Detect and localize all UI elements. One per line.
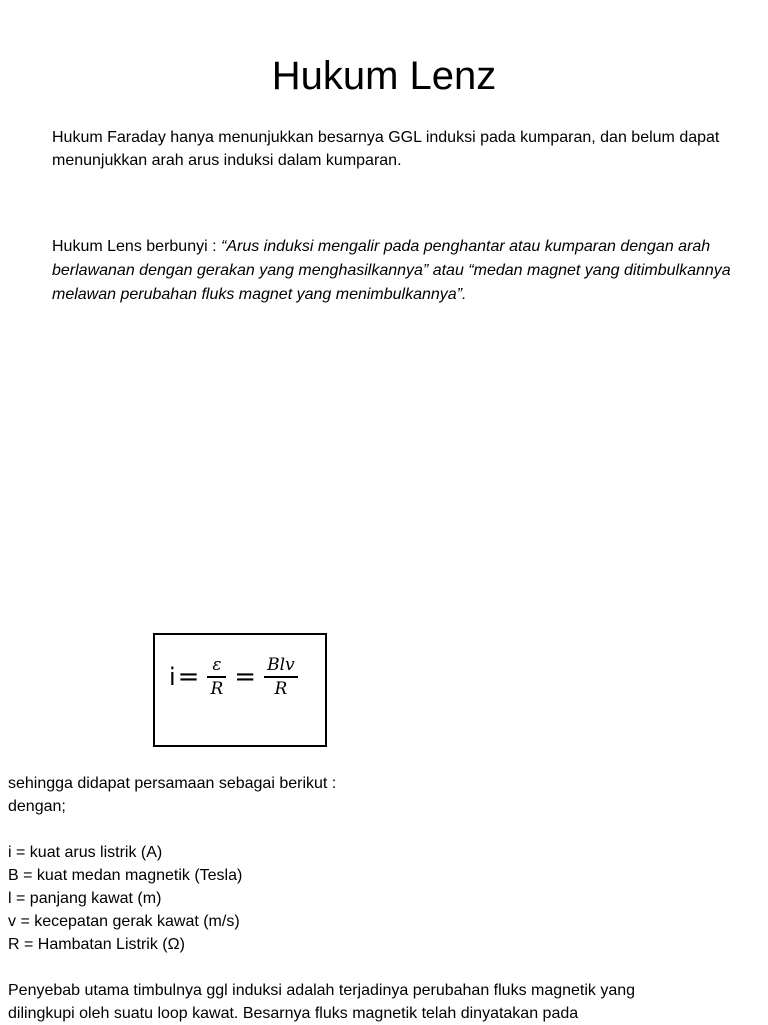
formula-lhs: i [169,663,176,691]
lenz-statement-paragraph [52,235,742,307]
definition-line: R = Hambatan Listrik (Ω) [8,936,185,953]
definition-line: v = kecepatan gerak kawat (m/s) [8,913,240,930]
intro-line: sehingga didapat persamaan sebagai berikut : [8,775,337,792]
fraction-blv-denominator: R [274,678,288,699]
faraday-paragraph: Hukum Faraday hanya menunjukkan besarnya GGL induksi pada kumparan, dan belum dapat menunjukkan arah arus induksi dalam kumparan. [52,129,720,169]
fraction-emf-numerator: ε [212,655,222,676]
lenz-statement-lead: Hukum Lens berbunyi : [52,238,221,255]
formula-equals-1: = [177,662,200,692]
definition-line: l = panjang kawat (m) [8,890,162,907]
closing-line: Penyebab utama timbulnya ggl induksi adalah terjadinya perubahan fluks magnetik yang [8,982,636,999]
fraction-emf-denominator: R [210,678,224,699]
fraction-blv-numerator: Blv [267,655,295,676]
lenz-statement-quote: “Arus induksi mengalir pada penghantar atau kumparan dengan arah berlawanan dengan gerakan yang menghasilkannya” atau “medan magnet yang ditimbulkannya melawan perubahan fluks magnet yang menimbulkannya”. [52,238,731,303]
closing-line: dilingkupi oleh suatu loop kawat. Besarnya fluks magnetik telah dinyatakan pada [8,1005,579,1022]
formula-fraction-emf [207,654,226,700]
dengan-line: dengan; [8,798,66,815]
formula-box [153,633,327,747]
formula-fraction-blv [264,654,298,700]
page-title: Hukum Lenz [271,54,497,98]
definition-line: i = kuat arus listrik (A) [8,844,163,861]
induced-current-formula [169,647,304,707]
formula-equals-2: = [234,662,257,692]
explanation-section [8,772,758,1025]
definition-line: B = kuat medan magnetik (Tesla) [8,867,243,884]
